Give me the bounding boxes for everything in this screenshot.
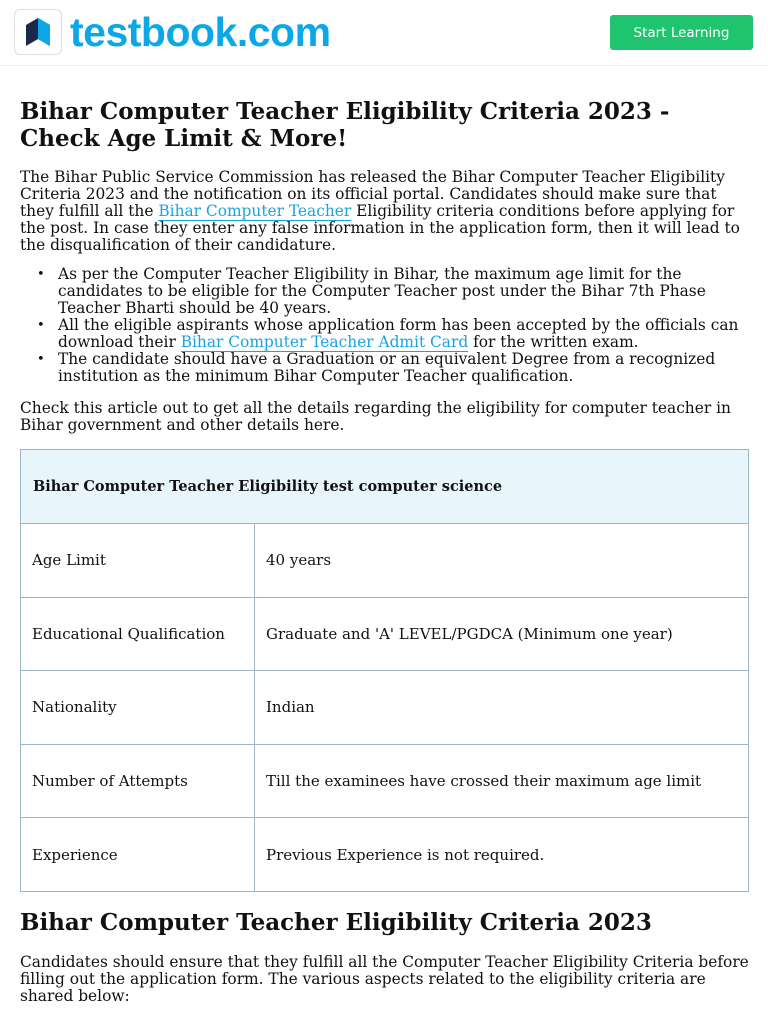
- bullet-text-end: for the written exam.: [468, 333, 639, 351]
- start-learning-button[interactable]: Start Learning: [610, 15, 753, 50]
- table-row: [21, 597, 749, 671]
- article-content: [20, 98, 752, 1005]
- table-header: Bihar Computer Teacher Eligibility test computer science: [21, 450, 749, 524]
- section-paragraph: Candidates should ensure that they fulfill all the Computer Teacher Eligibility Criteria before filling out the application form. The various aspects related to the eligibility criteria are shared below:: [20, 952, 749, 1005]
- table-cell-label: Age Limit: [21, 524, 255, 598]
- bullet-dot-icon: •: [37, 318, 45, 333]
- list-item: [37, 265, 752, 317]
- intro-text-end: Eligibility criteria conditions before applying for the post. In case they enter any false information in the application form, then it will lead to the disqualification of their candidature.: [20, 202, 740, 254]
- table-row: [21, 744, 749, 818]
- table-cell-label: Experience: [21, 818, 255, 892]
- list-item: [37, 316, 752, 351]
- logo-wordmark: testbook.com: [70, 9, 331, 55]
- bullet-dot-icon: •: [37, 267, 45, 282]
- eligibility-table: [20, 449, 749, 892]
- site-header: [0, 0, 768, 66]
- table-header-row: [21, 450, 749, 524]
- table-row: [21, 524, 749, 598]
- admit-card-link[interactable]: Bihar Computer Teacher Admit Card: [180, 333, 469, 351]
- table-cell-value: Graduate and 'A' LEVEL/PGDCA (Minimum one year): [255, 597, 749, 671]
- site-logo[interactable]: [14, 9, 331, 55]
- intro-paragraph: [20, 169, 752, 254]
- table-cell-label: Educational Qualification: [21, 597, 255, 671]
- table-cell-value: Till the examinees have crossed their maximum age limit: [255, 744, 749, 818]
- testbook-logo-icon: [14, 9, 62, 55]
- check-article-paragraph: Check this article out to get all the details regarding the eligibility for computer teacher in Bihar government and other details here.: [20, 399, 731, 434]
- bihar-computer-teacher-link[interactable]: Bihar Computer Teacher: [158, 202, 352, 220]
- table-row: [21, 818, 749, 892]
- bullet-dot-icon: •: [37, 352, 45, 367]
- article-title: Bihar Computer Teacher Eligibility Criteria 2023 - Check Age Limit & More!: [20, 98, 670, 152]
- bullet-text: As per the Computer Teacher Eligibility in Bihar, the maximum age limit for the candidates to be eligible for the Computer Teacher post under the Bihar 7th Phase Teacher Bharti should be 40 years.: [58, 265, 706, 317]
- table-row: [21, 671, 749, 745]
- table-cell-value: Previous Experience is not required.: [255, 818, 749, 892]
- bullet-text: The candidate should have a Graduation or an equivalent Degree from a recognized institution as the minimum Bihar Computer Teacher qualification.: [58, 350, 716, 385]
- table-cell-label: Nationality: [21, 671, 255, 745]
- list-item: [37, 350, 752, 385]
- bullet-text: All the eligible aspirants whose application form has been accepted by the officials can download their: [58, 316, 739, 351]
- table-cell-value: Indian: [255, 671, 749, 745]
- table-cell-label: Number of Attempts: [21, 744, 255, 818]
- key-points-list: [20, 266, 752, 385]
- intro-text-start: The Bihar Public Service Commission has released the Bihar Computer Teacher Eligibility Criteria 2023 and the notification on its official portal. Candidates should make sure that they fulfill all the: [20, 168, 725, 220]
- table-cell-value: 40 years: [255, 524, 749, 598]
- section-heading: Bihar Computer Teacher Eligibility Criteria 2023: [20, 908, 652, 936]
